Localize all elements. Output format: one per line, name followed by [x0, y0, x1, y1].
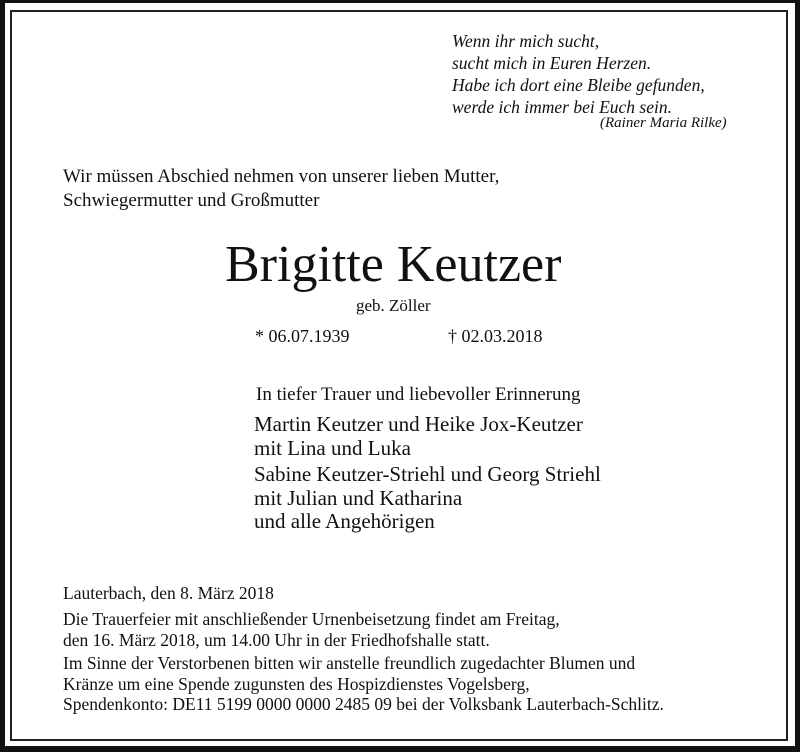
mourner-line: mit Julian und Katharina [254, 485, 463, 510]
intro-line: Schwiegermutter und Großmutter [63, 190, 320, 211]
mourner-line: mit Lina und Luka [254, 435, 411, 460]
birth-date: * 06.07.1939 [255, 326, 350, 346]
mourner-group [254, 463, 601, 534]
poem-line: Wenn ihr mich sucht, [452, 31, 600, 51]
mourner-line: Martin Keutzer und Heike Jox-Keutzer [254, 412, 583, 436]
donation-info [63, 653, 664, 715]
mourning-heading: In tiefer Trauer und liebevoller Erinnerung [256, 384, 581, 405]
intro-text [63, 165, 499, 213]
poem-author: (Rainer Maria Rilke) [600, 115, 727, 131]
mourner-line: und alle Angehörigen [254, 509, 435, 533]
poem-line: sucht mich in Euren Herzen. [452, 53, 652, 73]
ceremony-line: Die Trauerfeier mit anschließender Urnenbeisetzung findet am Freitag, [63, 609, 560, 629]
donation-line: Kränze um eine Spende zugunsten des Hospizdienstes Vogelsberg, [63, 673, 530, 694]
funeral-notice [63, 609, 664, 718]
place-date: Lauterbach, den 8. März 2018 [63, 583, 274, 603]
donation-line: Spendenkonto: DE11 5199 0000 0000 2485 09 bei der Volksbank Lauterbach-Schlitz. [63, 694, 664, 714]
mourners-list [254, 413, 601, 537]
ceremony-info [63, 609, 664, 650]
intro-line: Wir müssen Abschied nehmen von unserer lieben Mutter, [63, 166, 500, 187]
poem-line: Habe ich dort eine Bleibe gefunden, [452, 75, 705, 95]
ceremony-line: den 16. März 2018, um 14.00 Uhr in der Friedhofshalle statt. [63, 629, 490, 650]
deceased-name: Brigitte Keutzer [225, 236, 562, 293]
donation-line: Im Sinne der Verstorbenen bitten wir anstelle freundlich zugedachter Blumen und [63, 653, 636, 673]
death-date: † 02.03.2018 [448, 326, 543, 346]
mourner-group [254, 413, 601, 460]
birth-name: geb. Zöller [356, 296, 431, 315]
poem-line: werde ich immer bei Euch sein. [452, 97, 672, 117]
poem [452, 30, 705, 118]
mourner-line: Sabine Keutzer-Striehl und Georg Striehl [254, 462, 601, 486]
